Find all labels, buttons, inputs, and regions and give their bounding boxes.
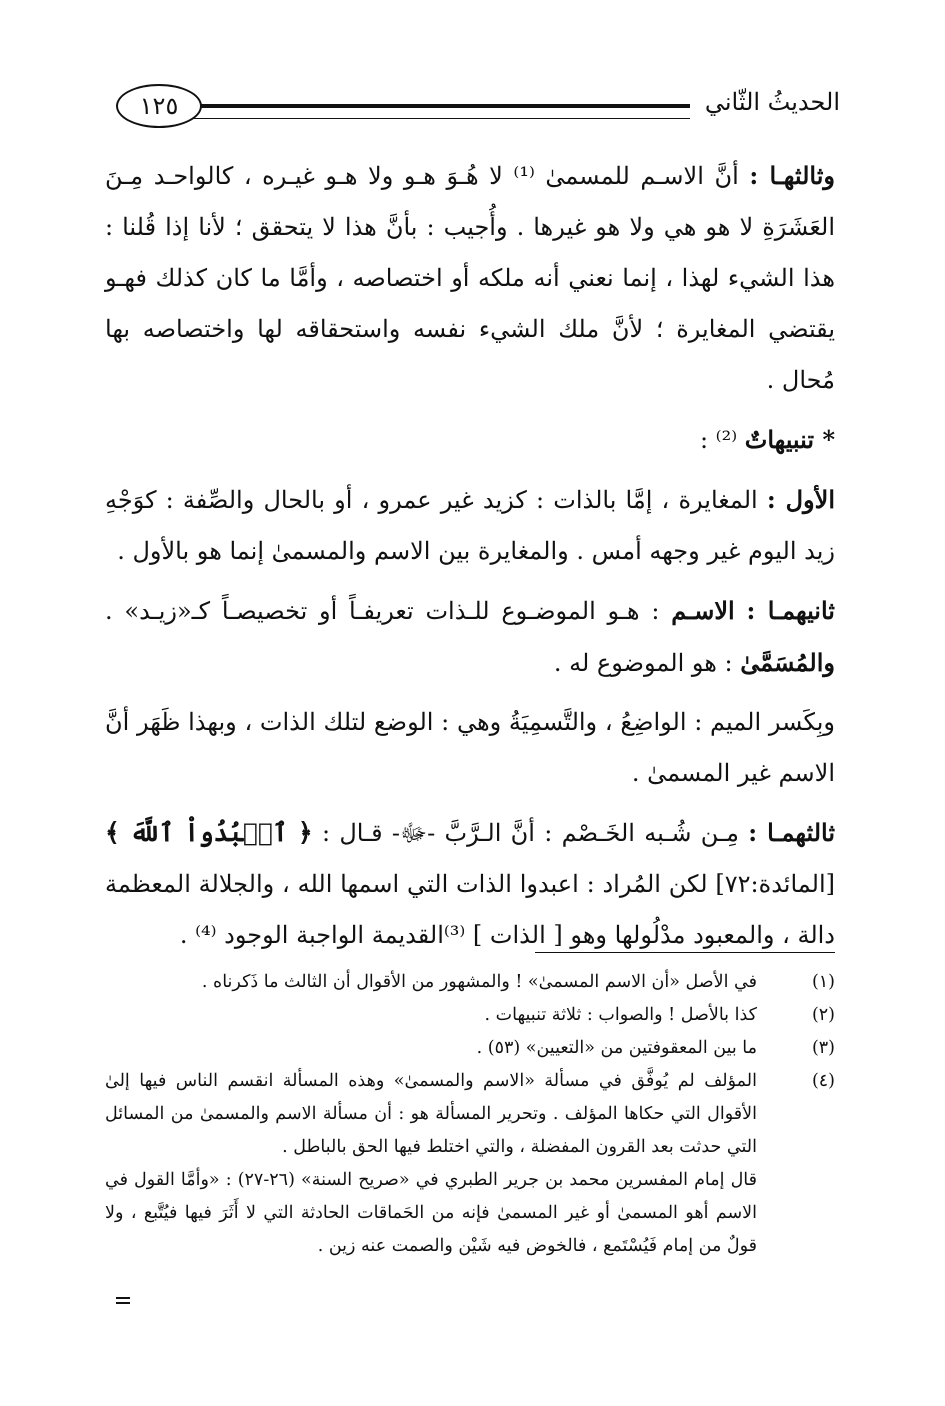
paragraph-text: أنَّ الاسـم للمسمىٰ ⁽¹⁾ لا هُـوَ هـو ولا هـو غيـره ، كالواحـد مِـنَ العَشَرَةِ لا هو هي ولا هو غيرها . وأُجيب : بأنَّ هذا لا يتحقق ؛ لأنا إذا قُلنا : هذا الشيء لهذا ، إنما نعني أنه ملكه أو اختصاصه ، وأمَّا ما كان كذلك فهـو يقتضي المغايرة ؛ لأنَّ ملك الشيء نفسه واستحقاقه لها واختصاصه بها مُحال .	[105, 162, 836, 394]
footnote	[105, 999, 835, 1032]
paragraph-text-2: : هو الموضوع له .	[553, 649, 741, 677]
paragraph-text: مِـن شُـبه الخَـصْم : أنَّ الـرَّبَّ -ﷻ- قـال :	[312, 819, 749, 847]
header-rule	[190, 104, 690, 119]
footnote-text: قال إمام المفسرين محمد بن جرير الطبري في «صريح السنة» (٢٦-٢٧) : «وأمَّا القول في الاسم أهو المسمىٰ أو غير المسمىٰ فإنه من الحَماقات الحادثة التي لا أَثَرَ فيها فيُتَّبع ، ولا قولٌ من إمام فَيُسْتَمع ، فالخوض فيه شَيْن والصمت عنه زين .	[105, 1170, 757, 1256]
term-ism: الاسـم	[671, 596, 735, 625]
paragraph-third-opinion	[105, 150, 835, 406]
footnote	[105, 1065, 835, 1164]
footnote-text: كذا بالأصل ! والصواب : ثلاثة تنبيهات .	[484, 1005, 757, 1025]
paragraph-text-2: [المائدة:٧٢] لكن المُراد : اعبدوا الذات التي اسمها الله ، والجلالة المعظمة دالة ، والمعبود مدْلُولها وهو [ الذات ] ⁽³⁾القديمة الواجبة الوجود ⁽⁴⁾ .	[105, 870, 835, 949]
footnote-text: المؤلف لم يُوفَّق في مسألة «الاسم والمسمىٰ» وهذه المسألة انقسم الناس فيها إلىٰ الأقوال التي حكاها المؤلف . وتحرير المسألة هو : أن مسألة الاسم والمسمىٰ من المسائل التي حدثت بعد القرون المفضلة ، والتي اختلط فيها الحق بالباطل .	[105, 1071, 757, 1157]
footnote-continuation	[105, 1164, 835, 1263]
footnotes	[105, 966, 835, 1263]
paragraph-second-note	[105, 585, 835, 689]
footnote-number: (٣)	[811, 1038, 835, 1058]
paragraph-text: وبِكَسر الميم : الواضِعُ ، والتَّسمِيَةُ وهي : الوضع لتلك الذات ، وبهذا ظَهَر أنَّ الاسم غير المسمىٰ .	[105, 708, 835, 787]
header-title: الحديثُ الثّاني	[704, 88, 840, 116]
continuation-mark	[116, 1302, 130, 1304]
footnote-text: ما بين المعقوفتين من «التعيين» (٥٣) .	[476, 1038, 757, 1058]
footnote-separator	[535, 952, 835, 953]
footnote-text: في الأصل «أن الاسم المسمىٰ» ! والمشهور من الأقوال أن الثالث ما ذَكرناه .	[201, 972, 757, 992]
footnote-number: (٤)	[811, 1071, 835, 1091]
footnote	[105, 1032, 835, 1065]
main-text	[105, 150, 835, 961]
quran-quote: ﴿ ٱعۡبُدُواْ ٱللَّهَ ﴾	[105, 818, 313, 847]
paragraph-third-note	[105, 807, 835, 961]
paragraph-lead: ثالثهمـا :	[748, 818, 836, 847]
paragraph-first-note	[105, 474, 835, 577]
footnote	[105, 966, 835, 999]
footnote-number: (٢)	[811, 1005, 835, 1025]
paragraph-lead: وثالثهـا :	[749, 161, 836, 190]
paragraph-kasr	[105, 697, 835, 799]
continuation-mark	[116, 1297, 130, 1299]
notes-heading-ref: ⁽²⁾ :	[699, 426, 745, 454]
paragraph-notes-heading	[105, 414, 835, 466]
paragraph-lead: ثانيهمـا :	[746, 596, 835, 625]
paragraph-lead: الأول :	[766, 485, 835, 514]
notes-heading: * تنبيهاتٌ	[744, 425, 835, 454]
page-number: ١٢٥	[116, 84, 202, 128]
paragraph-text: : هـو الموضـوع للـذات تعريفـاً أو تخصيصـاً كـ«زيـد» .	[105, 597, 672, 625]
footnote-number: (١)	[811, 972, 835, 992]
paragraph-text: المغايرة ، إمَّا بالذات : كزيد غير عمرو ، أو بالحال والصِّفة : كوَجْهِ زيد اليوم غير وجهه أمس . والمغايرة بين الاسم والمسمىٰ إنما هو بالأول .	[105, 486, 835, 565]
term-musamma: والمُسَمَّىٰ	[740, 648, 835, 677]
running-header	[110, 78, 840, 138]
